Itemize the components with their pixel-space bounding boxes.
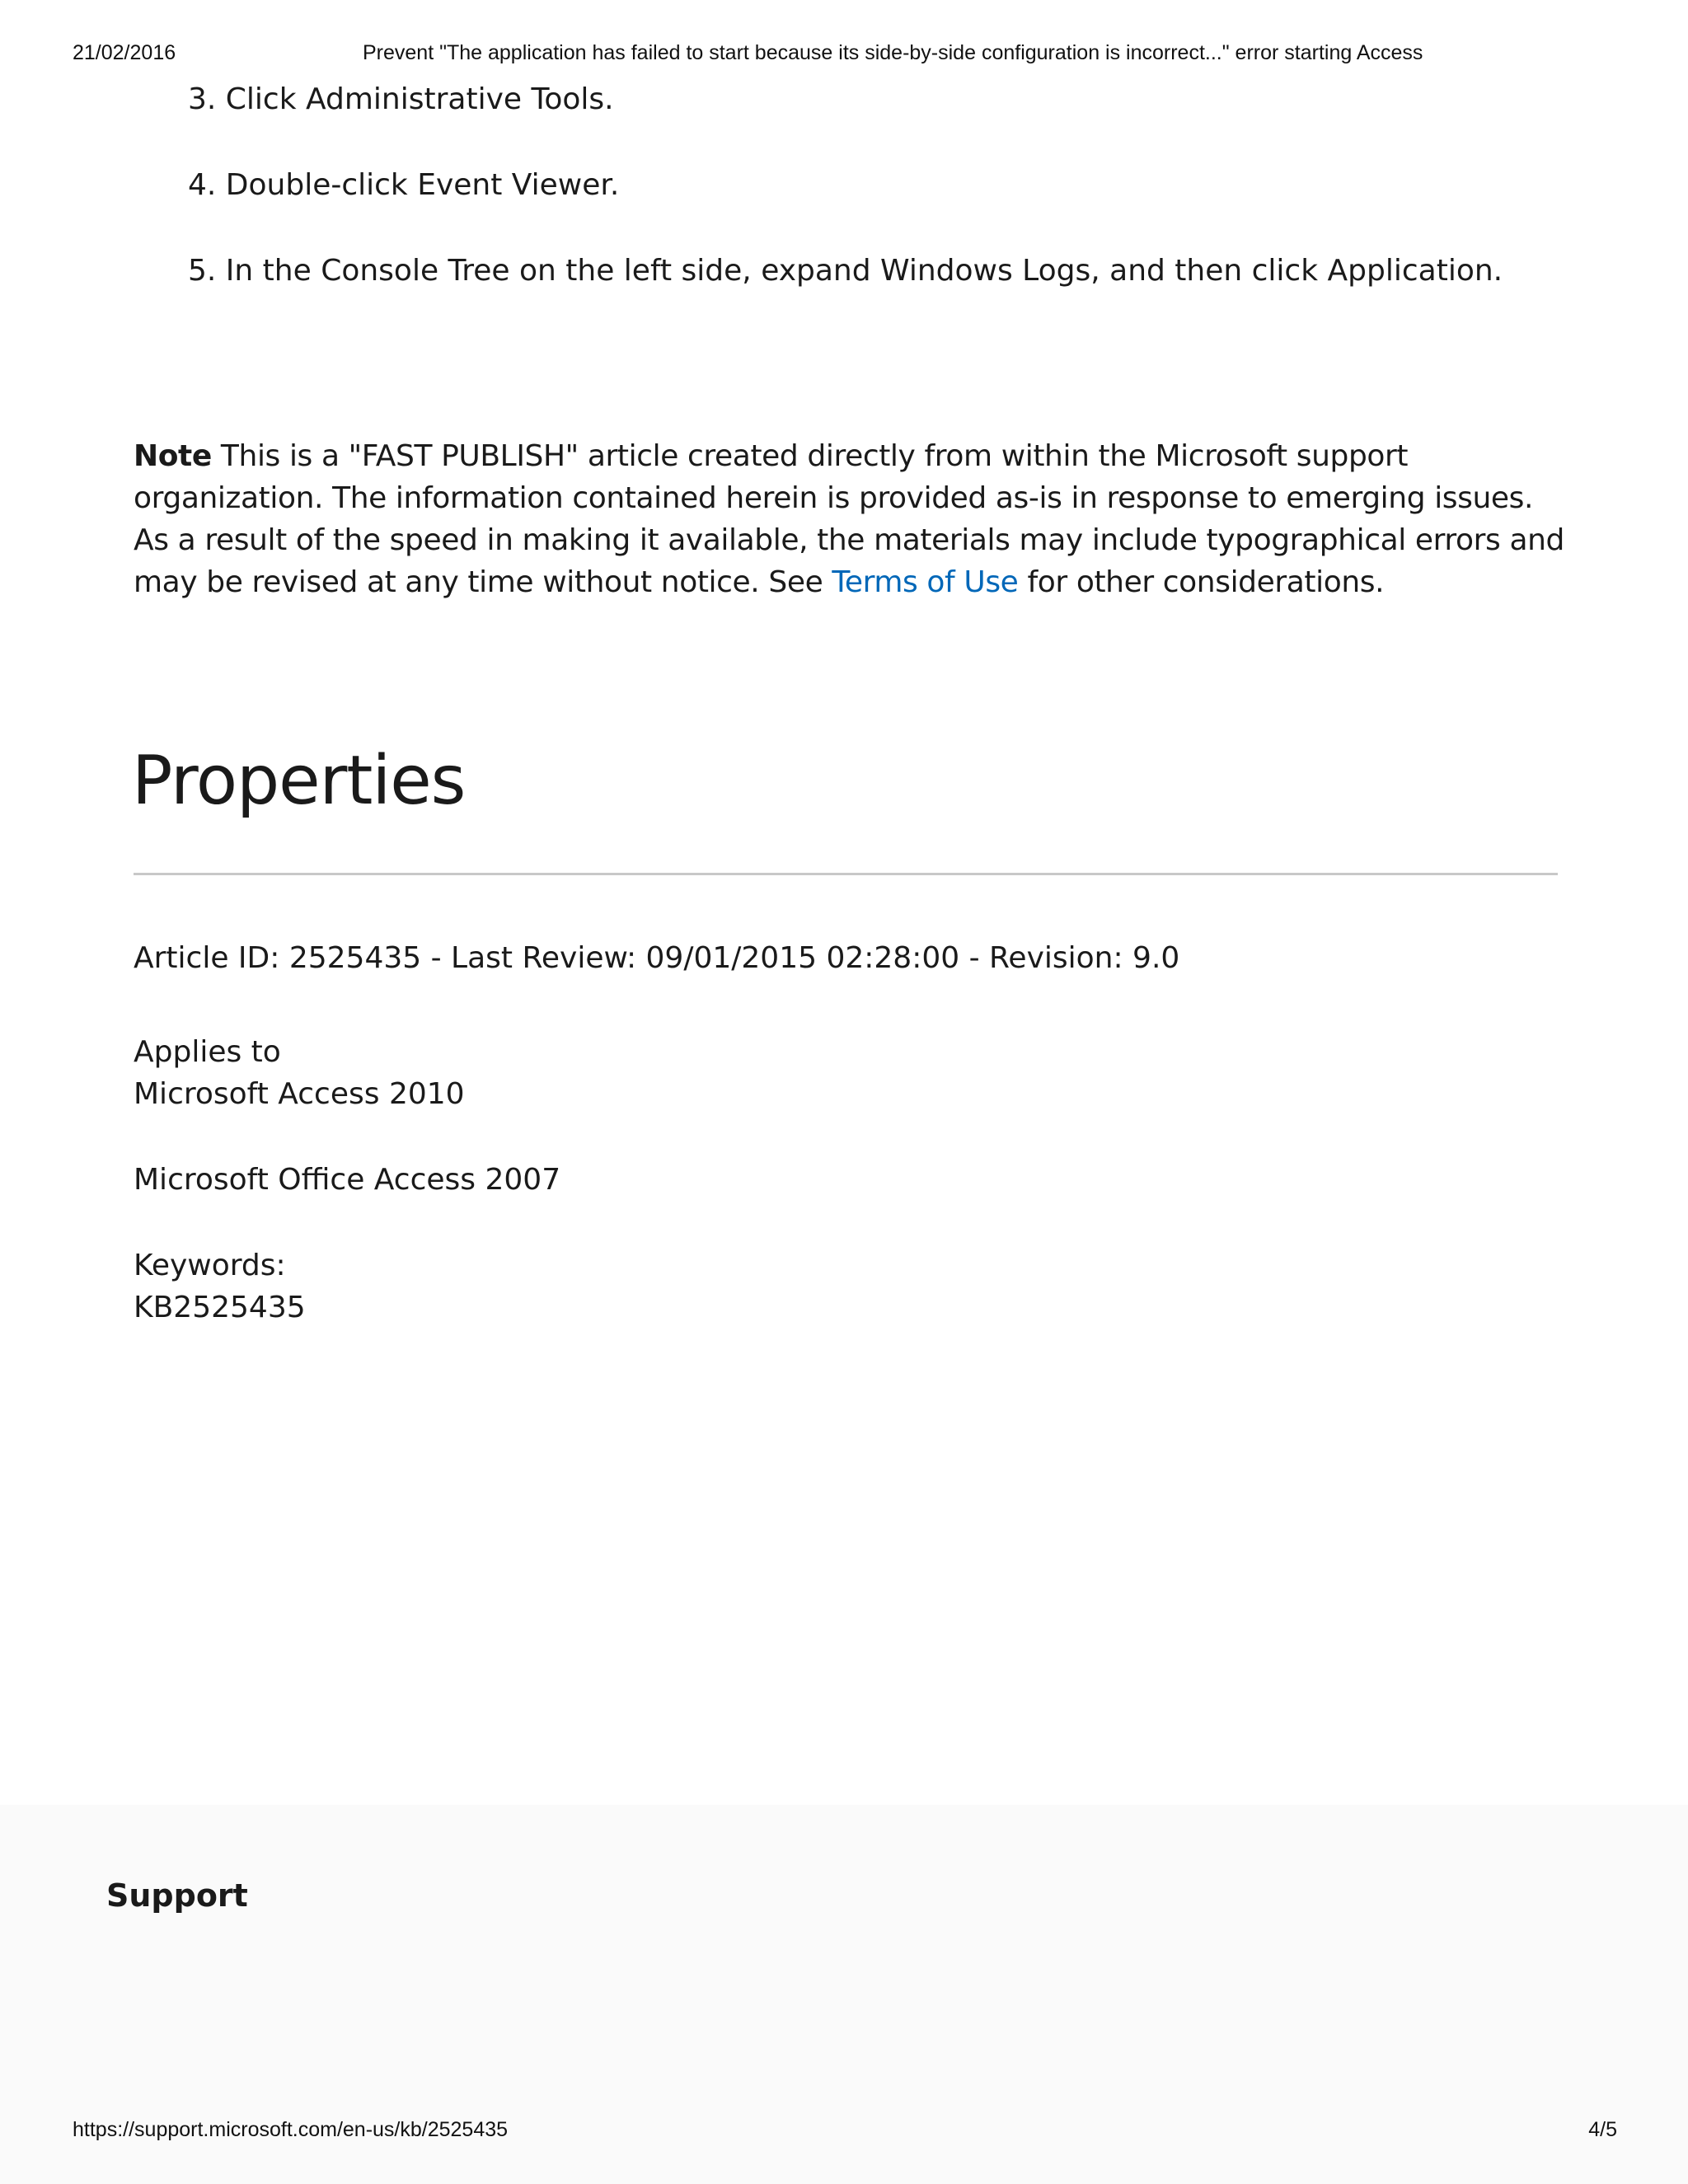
fast-publish-note (134, 435, 1568, 603)
properties-heading: Properties (132, 742, 466, 820)
applies-to-product: Microsoft Access 2010 (134, 1077, 465, 1111)
support-heading[interactable]: Support (106, 1877, 248, 1914)
keywords-value: KB2525435 (134, 1291, 306, 1324)
terms-of-use-link[interactable]: Terms of Use (832, 565, 1019, 599)
step-item: 3. Click Administrative Tools. (188, 82, 614, 116)
print-date: 21/02/2016 (73, 41, 176, 64)
applies-to-label: Applies to (134, 1035, 281, 1069)
note-label: Note (134, 439, 212, 473)
step-item: 5. In the Console Tree on the left side, expand Windows Logs, and then click Application. (188, 254, 1503, 288)
print-page-title: Prevent "The application has failed to start because its side-by-side configuration is incorrect..." error starting Access (363, 41, 1423, 64)
applies-to-product: Microsoft Office Access 2007 (134, 1163, 561, 1197)
print-header (0, 41, 1688, 71)
note-text: This is a "FAST PUBLISH" article created directly from within the Microsoft support organization. The information contained herein is provided as-is in response to emerging issues. As a result of the speed in making it available, the materials may include typographical errors and may be revised at any time without notice. See (134, 439, 1564, 599)
note-text-end: for other considerations. (1018, 565, 1385, 599)
print-page-number: 4/5 (1588, 2118, 1617, 2141)
article-info: Article ID: 2525435 - Last Review: 09/01/2015 02:28:00 - Revision: 9.0 (134, 941, 1180, 975)
section-divider (134, 873, 1558, 875)
print-url: https://support.microsoft.com/en-us/kb/2525435 (73, 2118, 509, 2141)
step-item: 4. Double-click Event Viewer. (188, 168, 620, 202)
keywords-label: Keywords: (134, 1249, 286, 1282)
